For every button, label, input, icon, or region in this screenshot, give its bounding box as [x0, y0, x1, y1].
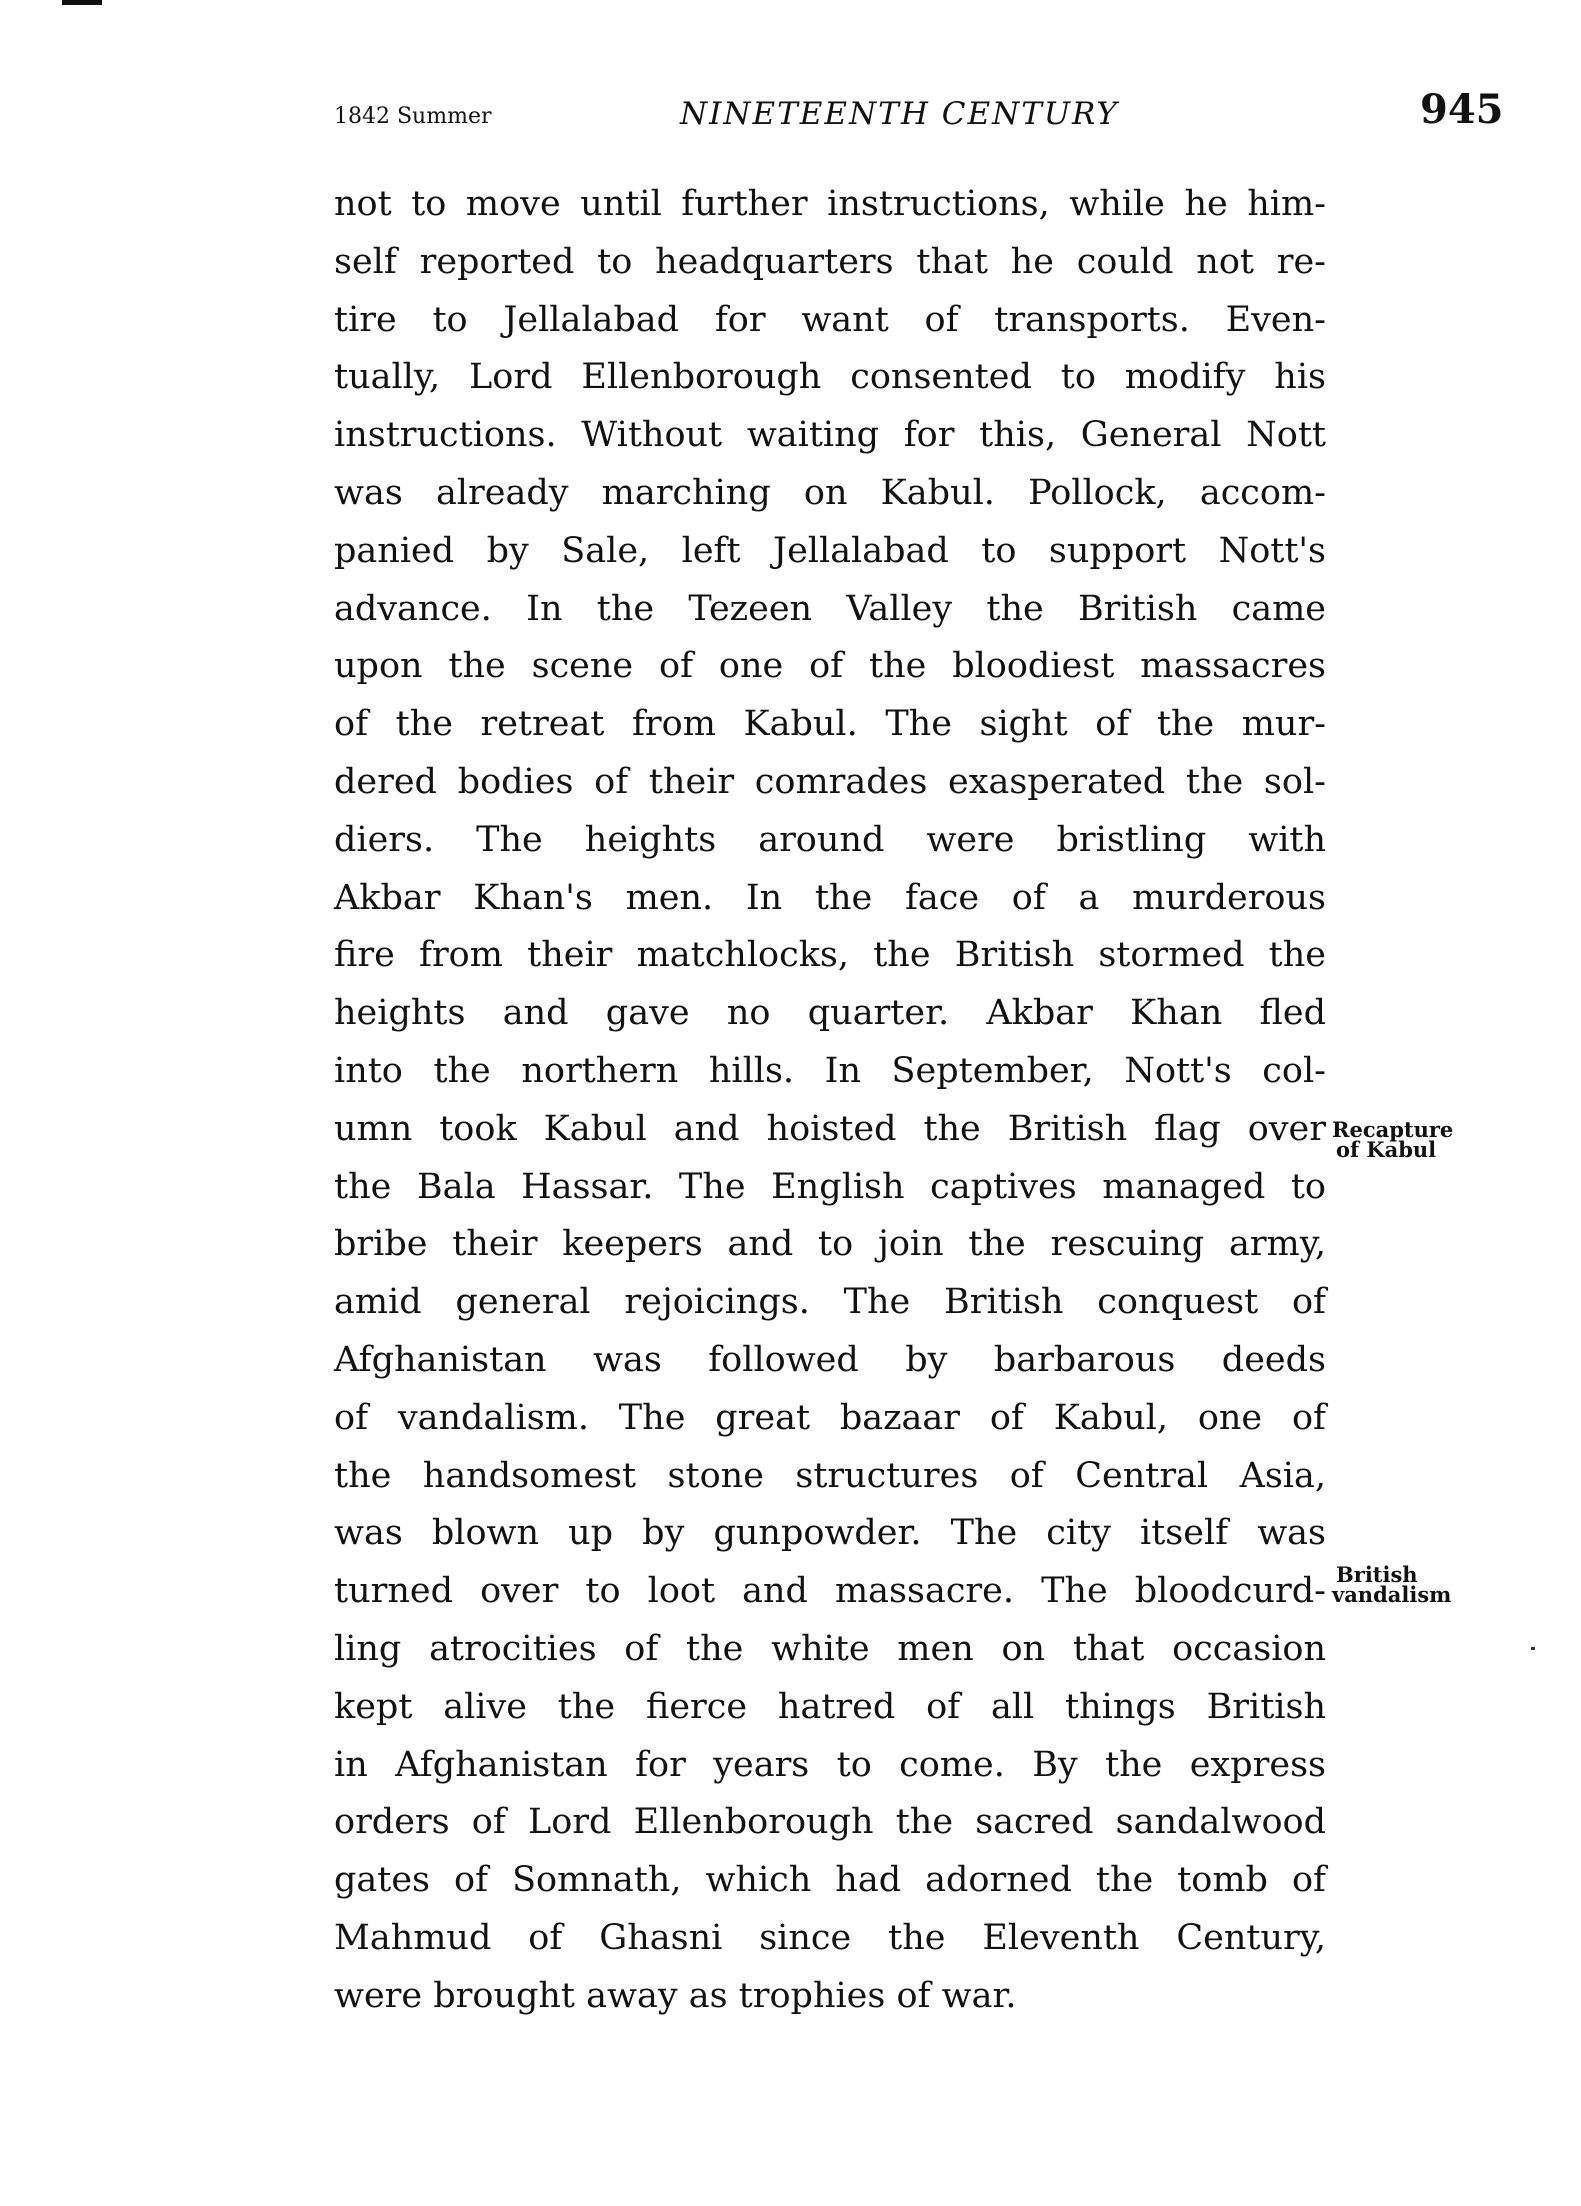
text-line: not to move until further instructions, while he him- — [334, 184, 1326, 224]
text-line: tire to Jellalabad for want of transports. Even- — [334, 299, 1326, 340]
text-line: of vandalism. The great bazaar of Kabul, one of — [334, 1397, 1326, 1438]
margin-note-recapture — [1332, 1117, 1454, 1162]
text-line: kept alive the fierce hatred of all things British — [334, 1686, 1326, 1727]
margin-note-line: Recapture — [1332, 1117, 1454, 1142]
body-text — [334, 176, 1326, 2026]
text-line: tually, Lord Ellenborough consented to modify his — [334, 357, 1326, 398]
text-line: diers. The heights around were bristling with — [334, 819, 1326, 860]
text-line: advance. In the Tezeen Valley the British came — [334, 588, 1326, 629]
text-line: were brought away as trophies of war. — [334, 1975, 1017, 2016]
text-line: ling atrocities of the white men on that occasion — [334, 1628, 1326, 1669]
text-line: the Bala Hassar. The English captives managed to — [334, 1166, 1326, 1207]
text-line: bribe their keepers and to join the rescuing army, — [334, 1224, 1326, 1265]
margin-note-line: vandalism — [1332, 1582, 1452, 1607]
text-line: the handsomest stone structures of Central Asia, — [334, 1455, 1326, 1496]
text-line: umn took Kabul and hoisted the British flag over — [334, 1108, 1326, 1149]
margin-note-line: British — [1336, 1562, 1418, 1587]
running-head-title: NINETEENTH CENTURY — [680, 96, 1119, 132]
text-line: turned over to loot and massacre. The bloodcurd- — [334, 1571, 1326, 1612]
page-number: 945 — [1420, 86, 1504, 133]
text-line: dered bodies of their comrades exasperated the sol- — [334, 761, 1326, 802]
running-head-date: 1842 Summer — [334, 104, 492, 129]
scan-speck — [1531, 1647, 1535, 1650]
text-line: orders of Lord Ellenborough the sacred sandalwood — [334, 1802, 1326, 1843]
text-line: was already marching on Kabul. Pollock, accom- — [334, 472, 1326, 513]
text-line: instructions. Without waiting for this, General Nott — [334, 415, 1326, 456]
text-line: upon the scene of one of the bloodiest massacres — [334, 646, 1326, 687]
text-line: into the northern hills. In September, Nott's col- — [334, 1050, 1326, 1091]
text-line: gates of Somnath, which had adorned the tomb of — [334, 1860, 1326, 1901]
scan-artifact — [62, 0, 102, 5]
text-line: in Afghanistan for years to come. By the express — [334, 1744, 1326, 1785]
text-line: self reported to headquarters that he could not re- — [334, 241, 1326, 282]
margin-note-line: of Kabul — [1336, 1137, 1437, 1162]
text-line: Afghanistan was followed by barbarous deeds — [334, 1339, 1326, 1380]
text-line: fire from their matchlocks, the British stormed the — [334, 935, 1326, 976]
margin-note-vandalism — [1332, 1562, 1452, 1607]
text-line: panied by Sale, left Jellalabad to support Nott's — [334, 530, 1326, 571]
text-line: heights and gave no quarter. Akbar Khan fled — [334, 993, 1326, 1034]
text-line: of the retreat from Kabul. The sight of the mur- — [334, 704, 1326, 745]
text-line: Akbar Khan's men. In the face of a murderous — [334, 877, 1326, 918]
text-line: was blown up by gunpowder. The city itself was — [334, 1513, 1326, 1554]
text-line: Mahmud of Ghasni since the Eleventh Century, — [334, 1917, 1326, 1958]
text-line: amid general rejoicings. The British conquest of — [334, 1282, 1326, 1323]
